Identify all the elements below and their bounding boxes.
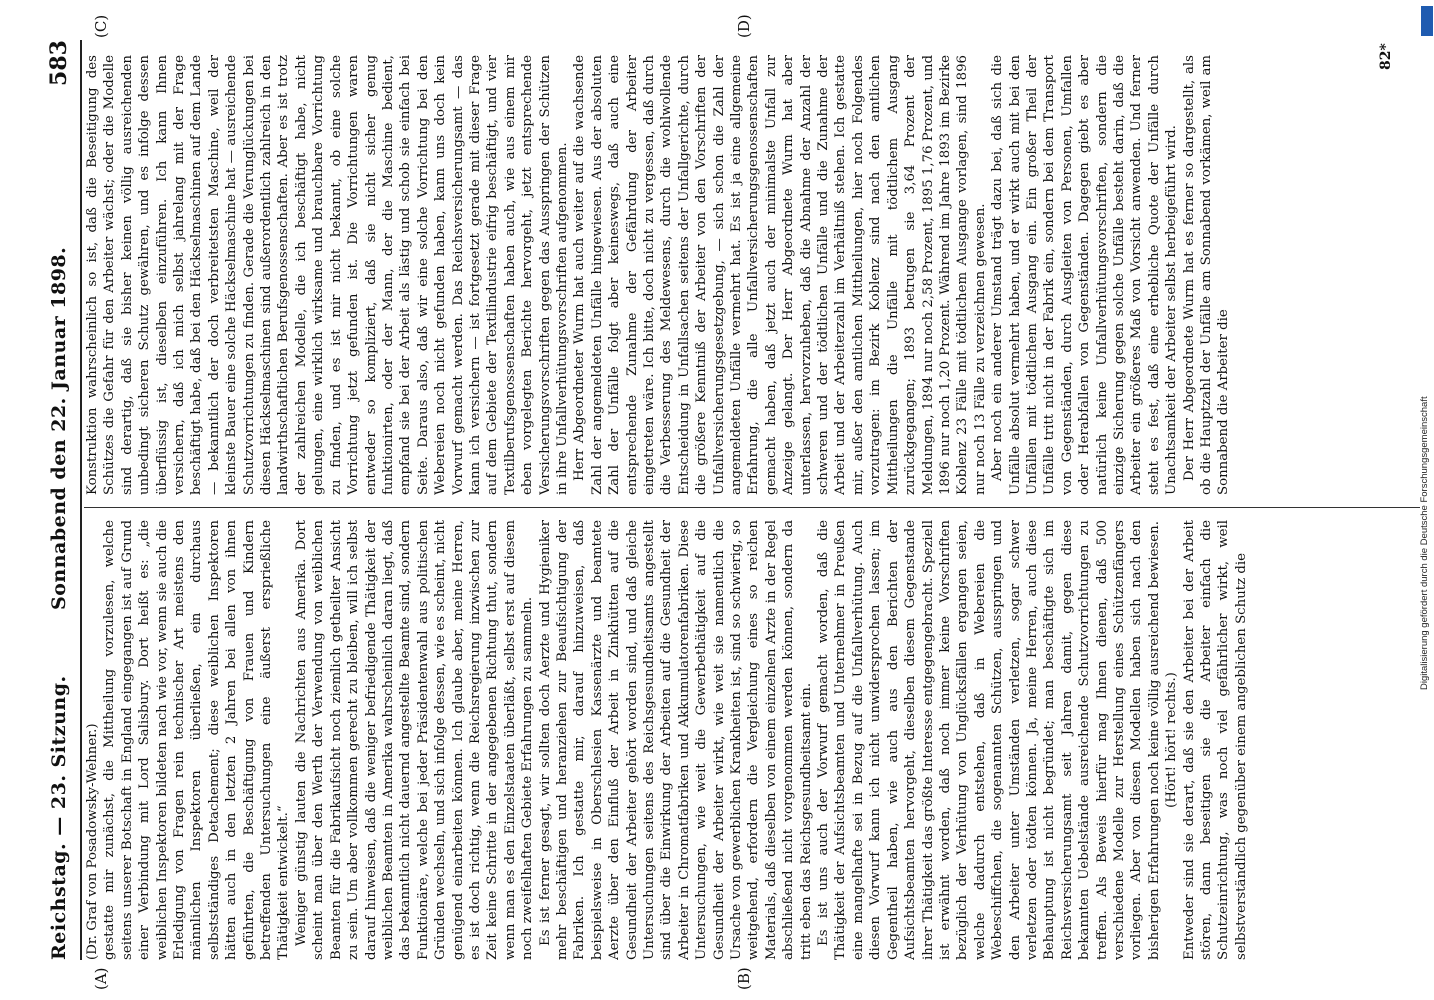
paragraph: Konstruktion wahrscheinlich so ist, daß die Beseitigung des Schützes die Gefahr für den Arbeiter wächst; oder die Modelle sind derartig, daß sie bisher keinen völlig ausreichenden unbedingt sicheren Schutz gewähren, und es infolge dessen überflüssig ist, dieselben einzuführen. Ich kann Ihnen versichern, daß ich mich selbst jahrelang mit der Frage beschäftigt habe, daß bei den Häckselmaschinen auf dem Lande — bekanntlich der doch verbreitetsten Maschine, weil der kleinste Bauer eine solche Häckselmaschine hat — ausreichende Schutzvorrichtungen zu finden. Gerade die Verunglückungen bei diesen Häckselmaschinen sind außerordentlich zahlreich in den landwirthschaftlichen Berufsgenossenschaften. Aber es ist trotz der zahlreichen Modelle, die ich beschäftigt habe, nicht gelungen, eine wirklich wirksame und brauchbare Vorrichtung zu finden, und es ist mir nicht bekannt, ob eine solche Vorrichtung jetzt gefunden ist. Die Vorrichtungen waren entweder so kompliziert, daß sie nicht sicher genug funktionirten, oder der Mann, der die Maschine bedient, empfand sie bei der Arbeit als lästig und schob sie einfach bei Seite. Daraus also, daß wir eine solche Vorrichtung bei den Webereien noch nicht gefunden haben, kann uns doch kein Vorwurf gemacht werden. Das Reichsversicherungsamt — das kann ich versichern — ist fortgesetzt gerade mit dieser Frage auf dem Gebiete der Textilindustrie eifrig beschäftigt, und vier Textilberufsgenossenschaften haben auch, wie aus einem mir eben vorgelegten Berichte hervorgeht, jetzt entsprechende Versicherungsvorschriften gegen das Ausspringen der Schützen in ihre Unfallverhütungsvorschriften aufgenommen. <box>85 55 570 495</box>
paragraph: Herr Abgeordneter Wurm hat auch weiter auf die wachsende Zahl der angemeldeten Unfälle hingewiesen. Aus der absoluten Zahl der Unfälle folgt aber keineswegs, daß auch eine entsprechende Zunahme der Gefährdung der Arbeiter eingetreten wäre. Ich bitte, doch nicht zu vergessen, daß durch die Verbesserung des Meldewesens, durch die wohlwollende Entscheidung in Unfallsachen seitens der Unfallgerichte, durch die größere Kenntniß der Arbeiter von den Vorschriften der Unfallversicherungsgesetzgebung, — sich schon die Zahl der angemeldeten Unfälle vermehrt hat. Es ist ja eine allgemeine Erfahrung, die alle Unfallversicherungsgenossenschaften gemacht haben, daß jetzt auch der minimalste Unfall zur Anzeige gelangt. Der Herr Abgeordnete Wurm hat aber unterlassen, hervorzuheben, daß die Abnahme der Anzahl der schweren und der tödtlichen Unfälle und die Zunahme der Arbeit und der Arbeiterzahl im Verhältniß stehen. Ich gestatte mir, außer den amtlichen Mittheilungen, hier noch Folgendes vorzutragen: im Bezirk Koblenz sind nach den amtlichen Mittheilungen die Unfälle mit tödtlichem Ausgang zurückgegangen; 1893 betrugen sie 3,64 Prozent der Meldungen, 1894 nur noch 2,58 Prozent, 1895 1,76 Prozent, und 1896 nur noch 1,20 Prozent. Während im Jahre 1893 im Bezirke Koblenz 23 Fälle mit tödtlichem Ausgange vorlagen, sind 1896 nur noch 13 Fälle zu verzeichnen gewesen. <box>572 55 988 495</box>
margin-marker-a: (A) <box>92 967 110 990</box>
header-right: Sonnabend den 22. Januar 1898. <box>48 246 70 610</box>
paragraph: Der Herr Abgeordnete Wurm hat es ferner so dargestellt, als ob die Hauptzahl der Unfälle am Sonnabend vorkämen, weil am Sonnabend die Arbeiter die <box>1181 55 1232 495</box>
paragraph: gestatte mir zunächst, die Mittheilung vorzulesen, welche seitens unserer Botschaft in England eingegangen ist auf Grund einer Verbindung mit Lord Salisbury. Dort heißt es: „die weiblichen Inspektoren bildeten nach wie vor, wenn sie auch die Erledigung von Fragen rein technischer Art meistens den männlichen Inspektoren überließen, ein durchaus selbstständiges Detachement; diese weiblichen Inspektoren hätten auch in den letzten 2 Jahren bei allen von ihnen geführten, die Beschäftigung von Frauen und Kindern betreffenden Untersuchungen eine äußerst ersprießliche Thätigkeit entwickelt.“ <box>102 520 292 960</box>
interjection: (Hört! hört! rechts.) <box>1164 672 1180 808</box>
paragraph: Es ist ferner gesagt, wir sollten doch Aerzte und Hygieniker mehr beschäftigen und heranziehen zur Beaufsichtigung der Fabriken. Ich gestatte mir, darauf hinzuweisen, daß beispielsweise in Oberschlesien Kassenärzte und beamtete Aerzte über den Einfluß der Arbeit in Zinkhütten auf die Gesundheit der Arbeiter gehört worden sind, und daß gleiche Untersuchungen seitens des Reichsgesundheitsamts angestellt sind über die Einwirkung der Arbeiten auf die Gesundheit der Arbeiter in Chromatfabriken und Akkumulatorenfabriken. Diese Untersuchungen, wie weit die Gewerbethätigkeit auf die Gesundheit der Arbeiter wirkt, wie weit sie namentlich die Ursache von gewerblichen Krankheiten ist, sind so schwierig, so weitgehend, erfordern die Vergleichung eines so reichen Materials, daß dieselben von einem einzelnen Arzte in der Regel abschließend nicht vorgenommen werden können, sondern da tritt eben das Reichsgesundheitsamt ein. <box>537 520 814 960</box>
margin-marker-c: (C) <box>92 14 110 38</box>
digitization-sidebar <box>1415 0 1434 1000</box>
text-column-left <box>84 520 1434 960</box>
digitization-credit: Digitalisierung gefördert durch die Deutsche Forschungsgemeinschaft <box>1419 396 1430 690</box>
dfg-logo: DFG <box>1421 6 1433 36</box>
paragraph: Es ist uns auch der Vorwurf gemacht worden, daß die Thätigkeit der Aufsichtsbeamten und Unternehmer in Preußen eine mangelhafte sei in Bezug auf die Unfallverhütung. Auch diesen Vorwurf kann ich nicht unwidersprochen lassen; im Gegentheil haben, wie auch aus den Berichten der Aufsichtsbeamten hervorgeht, dieselben diesem Gegenstande ihrer Thätigkeit das größte Interesse entgegengebracht. Speziell ist erwähnt worden, daß noch immer keine Vorschriften bezüglich der Verhütung von Unglücksfällen ergangen seien, welche dadurch entstehen, daß in Webereien die Webeschiffchen, die sogenannten Schützen, ausspringen und den Arbeiter unter Umständen verletzen, sogar schwer verletzen oder tödten können. Ja, meine Herren, auch diese Behauptung ist nicht begründet; man beschäftigte sich im Reichsversicherungsamt seit Jahren damit, gegen diese bekannten Uebelstände ausreichende Schutzvorrichtungen zu treffen. Als Beweis hierfür mag Ihnen dienen, daß 500 verschiedene Modelle zur Herstellung eines Schützenfängers vorliegen. Aber von diesen Modellen haben sich nach den bisherigen Erfahrungen noch keine völlig ausreichend bewiesen. <box>816 520 1162 960</box>
margin-marker-b: (B) <box>735 967 753 990</box>
page-number: 583 <box>46 40 72 86</box>
header-left: Reichstag. — 23. Sitzung. <box>48 675 70 960</box>
margin-marker-d: (D) <box>735 14 753 38</box>
speaker-line: (Dr. Graf von Posadowsky-Wehner.) <box>85 723 100 960</box>
sheet-number: 82* <box>1378 43 1394 70</box>
text-column-right <box>84 55 1434 495</box>
paragraph: Aber noch ein anderer Umstand trägt dazu bei, daß sich die Unfälle absolut vermehrt haben, und er wirkt auch mit bei den Unfällen mit tödtlichem Ausgang ein. Ein großer Theil der Unfälle tritt nicht in der Fabrik ein, sondern bei dem Transport von Gegenständen, durch Ausgleiten von Personen, Umfallen oder Herabfallen von Gegenständen. Dagegen giebt es aber natürlich keine Unfallverhütungsvorschriften, sondern die einzige Sicherung gegen solche Unfälle besteht darin, daß die Arbeiter ein größeres Maß von Vorsicht anwenden. Und ferner steht es fest, daß eine erhebliche Quote der Unfälle durch Unachtsamkeit der Arbeiter selbst herbeigeführt wird. <box>990 55 1180 495</box>
paragraph: Entweder sind sie derart, daß sie den Arbeiter bei der Arbeit stören, dann beseitigen sie die Arbeiter einfach die Schutzeinrichtung, was noch viel gefährlicher wirkt, weil selbstverständlich gegenüber einem angeblichen Schutz die <box>1181 520 1249 960</box>
header-rule <box>80 40 82 960</box>
paragraph: Weniger günstig lauten die Nachrichten aus Amerika. Dort scheint man über den Werth der Verwendung von weiblichen Beamten für die Fabrikaufsicht noch ziemlich getheilter Ansicht zu sein. Um aber vollkommen gerecht zu bleiben, will ich selbst darauf hinweisen, daß die weniger befriedigende Thätigkeit der weiblichen Beamten in Amerika wahrscheinlich daran liegt, daß das bekanntlich nicht dauernd angestellte Beamte sind, sondern Funktionäre, welche bei jeder Präsidentenwahl aus politischen Gründen wechseln, und sich infolge dessen, wie es scheint, nicht genügend einarbeiten können. Ich glaube aber, meine Herren, es ist doch richtig, wenn die Reichsregierung inzwischen zur Zeit keine Schritte in der angegebenen Richtung thut, sondern wenn man es den Einzelstaaten überläßt, selbst erst auf diesem noch zweifelhaften Gebiete Erfahrungen zu sammeln. <box>293 520 536 960</box>
column-divider <box>84 507 1424 508</box>
page-header <box>44 40 76 960</box>
